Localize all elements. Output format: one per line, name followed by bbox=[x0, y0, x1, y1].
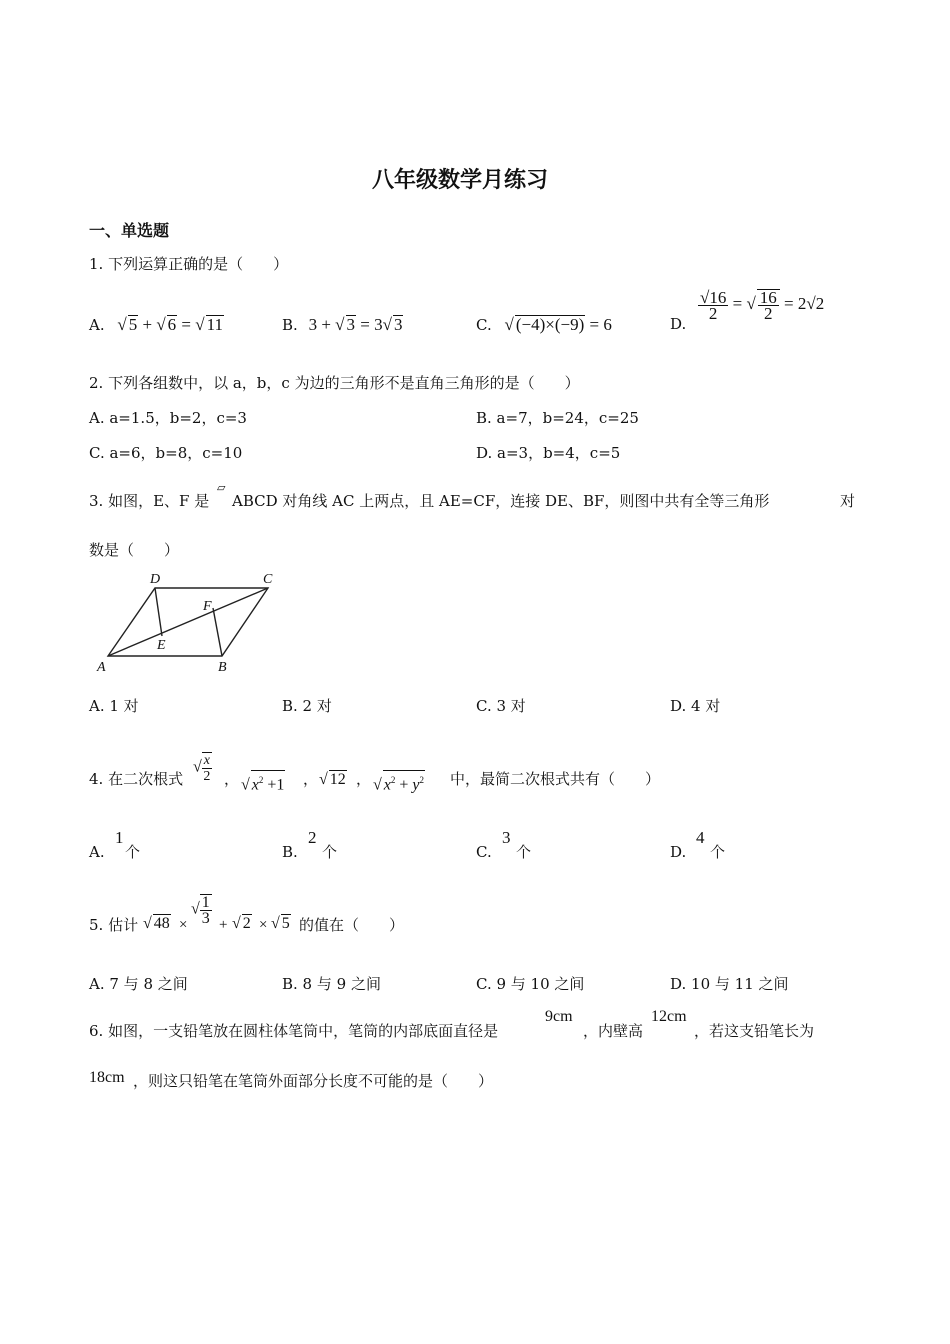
q1-c-expression: √ (−4)×(−9) = 6 bbox=[504, 315, 612, 334]
q5-option-a[interactable]: A. 7 与 8 之间 bbox=[89, 975, 188, 993]
q4-option-a[interactable]: A. 1 个 bbox=[89, 828, 141, 861]
q3-option-c[interactable]: C. 3 对 bbox=[476, 697, 526, 715]
q1-d-expression: $\frac{√16}{2}$ = √ $\frac{16}{2}$ = 2√2 bbox=[700, 287, 825, 323]
q1-stem: 1. 下列运算正确的是（ ） bbox=[89, 255, 289, 273]
q6-stem-part3: ，若这支铅笔长为 bbox=[694, 1022, 815, 1040]
vertex-label-c: C bbox=[263, 572, 273, 587]
vertex-label-a: A bbox=[97, 660, 106, 675]
page-title: 八年级数学月练习 bbox=[372, 168, 549, 193]
q3-stem-part3: 对 bbox=[840, 492, 856, 510]
q3-option-b[interactable]: B. 2 对 bbox=[282, 697, 332, 715]
q3-stem-part2: ABCD 对角线 AC 上两点，且 AE=CF，连接 DE、BF，则图中共有全等三角形 bbox=[232, 492, 770, 510]
q3-stem-part4: 数是（ ） bbox=[89, 541, 180, 559]
point-label-f: F bbox=[203, 599, 212, 614]
q2-option-b[interactable]: B. a=7，b=24，c=25 bbox=[476, 409, 639, 427]
q4-radical-x2-plus-y2: √ $x^2 + y^2$ bbox=[373, 770, 425, 794]
q2-option-a[interactable]: A. a=1.5，b=2，c=3 bbox=[89, 409, 247, 427]
q1-b-label: B. bbox=[282, 316, 298, 334]
segment-de bbox=[155, 588, 162, 636]
q4-radical-12: √ 12 bbox=[319, 771, 346, 788]
q2-stem: 2. 下列各组数中，以 a，b，c 为边的三角形不是直角三角形的是（ ） bbox=[89, 374, 580, 392]
q1-c-label: C. bbox=[476, 316, 492, 334]
q5-option-b[interactable]: B. 8 与 9 之间 bbox=[282, 975, 381, 993]
section-heading: 一、单选题 bbox=[89, 221, 170, 240]
q6-pencil-length-value: 18cm bbox=[89, 1069, 125, 1086]
q4-option-b[interactable]: B. 2 个 bbox=[282, 828, 338, 861]
q1-option-b[interactable] bbox=[282, 315, 403, 334]
q3-parallelogram-figure bbox=[95, 568, 285, 676]
q4-option-d[interactable]: D. 4 个 bbox=[670, 828, 726, 861]
q6-stem-part1: 6. 如图，一支铅笔放在圆柱体笔筒中，笔筒的内部底面直径是 bbox=[89, 1022, 499, 1040]
q4-option-c[interactable]: C. 3 个 bbox=[476, 828, 532, 861]
q6-diameter-value: 9cm bbox=[545, 1008, 573, 1025]
q3-option-a[interactable]: A. 1 对 bbox=[89, 697, 139, 715]
q1-option-c[interactable] bbox=[476, 315, 612, 334]
q3-stem-part1: 3. 如图，E、F 是 bbox=[89, 492, 210, 510]
q1-a-expression: √ 5 + √ 6 = √ 11 bbox=[117, 315, 223, 334]
q3-option-d[interactable]: D. 4 对 bbox=[670, 697, 721, 715]
point-label-e: E bbox=[157, 638, 166, 653]
q5-radical-one-third: √ $\frac{1}{3}$ bbox=[191, 894, 210, 927]
q6-stem-part2: ，内壁高 bbox=[583, 1022, 644, 1040]
q1-b-expression: 3 + √ 3 = 3√ 3 bbox=[308, 315, 403, 334]
parallelogram-symbol: ▱ bbox=[217, 481, 226, 494]
q4-radical-x-over-2: √ $\frac{x}{2}$ bbox=[193, 753, 211, 784]
q2-option-c[interactable]: C. a=6，b=8，c=10 bbox=[89, 444, 243, 462]
segment-bf bbox=[213, 608, 222, 656]
q6-height-value: 12cm bbox=[651, 1008, 687, 1025]
q5-option-d[interactable]: D. 10 与 11 之间 bbox=[670, 975, 789, 993]
q6-stem-part4: ，则这只铅笔在笔筒外面部分长度不可能的是（ ） bbox=[133, 1072, 494, 1090]
q1-a-label: A. bbox=[89, 316, 105, 334]
vertex-label-d: D bbox=[150, 572, 161, 587]
q4-radical-x2-plus-1: √ $x^2 +1$ bbox=[241, 770, 285, 794]
q5-option-c[interactable]: C. 9 与 10 之间 bbox=[476, 975, 585, 993]
q2-option-d[interactable]: D. a=3，b=4，c=5 bbox=[476, 444, 621, 462]
q1-option-a[interactable] bbox=[89, 315, 224, 334]
vertex-label-b: B bbox=[218, 660, 227, 675]
q1-d-label: D. bbox=[670, 315, 687, 333]
